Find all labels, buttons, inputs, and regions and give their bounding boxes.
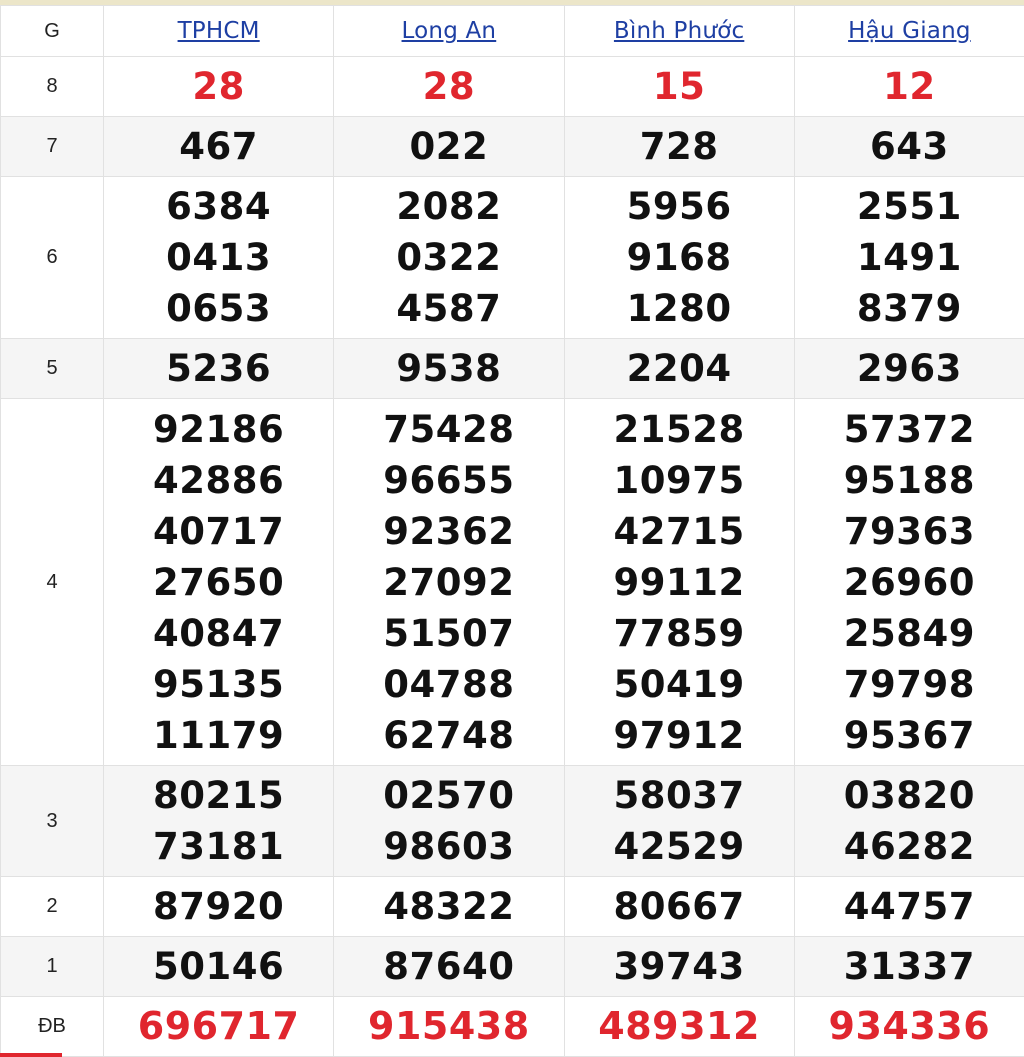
result-cell [794, 937, 1024, 997]
winning-number: 57372 [843, 407, 975, 451]
winning-number: 03820 [843, 774, 975, 817]
prize-column-label: G [44, 19, 60, 42]
bottom-accent-bar [0, 1053, 62, 1057]
prize-row [1, 766, 1024, 877]
result-cell [794, 766, 1024, 877]
winning-number: 87640 [383, 945, 515, 988]
winning-number: 04788 [383, 662, 515, 706]
result-cell [564, 877, 794, 937]
winning-number: 2551 [856, 185, 962, 228]
winning-number: 696717 [137, 1004, 300, 1048]
number-list [565, 941, 794, 992]
result-cell [794, 117, 1024, 177]
winning-number: 0413 [166, 236, 272, 279]
winning-number: 99112 [613, 560, 745, 604]
winning-number: 5236 [166, 347, 272, 390]
result-cell [564, 997, 794, 1057]
winning-number: 728 [639, 125, 719, 168]
number-list [104, 121, 333, 172]
winning-number: 1280 [626, 287, 732, 330]
winning-number: 95188 [843, 458, 975, 502]
result-cell [794, 997, 1024, 1057]
winning-number: 75428 [383, 407, 515, 451]
number-list [104, 181, 333, 334]
winning-number: 2204 [626, 347, 732, 390]
winning-number: 28 [192, 65, 245, 108]
winning-number: 39743 [613, 945, 745, 988]
winning-number: 2082 [396, 185, 502, 228]
number-list [565, 181, 794, 334]
prize-row [1, 117, 1024, 177]
number-list [565, 404, 794, 761]
winning-number: 62748 [383, 713, 515, 757]
winning-number: 77859 [613, 611, 745, 655]
province-header-binh-phuoc [564, 6, 794, 57]
number-list [565, 881, 794, 932]
number-list [104, 770, 333, 872]
winning-number: 92186 [153, 407, 285, 451]
winning-number: 2963 [856, 347, 962, 390]
number-list [565, 1001, 794, 1052]
result-cell [104, 177, 334, 339]
winning-number: 58037 [613, 774, 745, 817]
province-link-tphcm[interactable]: TPHCM [177, 18, 260, 44]
result-cell [104, 117, 334, 177]
number-list [334, 404, 563, 761]
number-list [795, 881, 1024, 932]
winning-number: 95367 [843, 713, 975, 757]
number-list [795, 770, 1024, 872]
result-cell [334, 877, 564, 937]
prize-label: 6 [46, 246, 58, 268]
number-list [104, 404, 333, 761]
winning-number: 96655 [383, 458, 515, 502]
result-cell [794, 57, 1024, 117]
winning-number: 11179 [153, 713, 285, 757]
winning-number: 97912 [613, 713, 745, 757]
winning-number: 27650 [153, 560, 285, 604]
province-link-long-an[interactable]: Long An [401, 18, 497, 44]
winning-number: 9168 [626, 236, 732, 279]
number-list [334, 941, 563, 992]
prize-row [1, 997, 1024, 1057]
result-cell [334, 766, 564, 877]
prize-label: 2 [46, 895, 58, 917]
result-cell [564, 57, 794, 117]
result-cell [104, 766, 334, 877]
winning-number: 4587 [396, 287, 502, 330]
prize-label: 8 [46, 75, 58, 97]
result-cell [564, 177, 794, 339]
winning-number: 12 [883, 65, 936, 108]
prize-label-cell [1, 877, 104, 937]
number-list [795, 343, 1024, 394]
number-list [795, 61, 1024, 112]
prize-row [1, 339, 1024, 399]
number-list [334, 61, 563, 112]
winning-number: 0322 [396, 236, 502, 279]
prize-row [1, 399, 1024, 766]
province-link-hau-giang[interactable]: Hậu Giang [848, 18, 971, 44]
number-list [565, 61, 794, 112]
winning-number: 6384 [166, 185, 272, 228]
prize-label-cell [1, 339, 104, 399]
winning-number: 15 [652, 65, 706, 108]
province-header-tphcm [104, 6, 334, 57]
winning-number: 0653 [166, 287, 272, 330]
winning-number: 42886 [153, 458, 285, 502]
province-header-long-an [334, 6, 564, 57]
winning-number: 73181 [153, 825, 285, 868]
winning-number: 95135 [153, 662, 285, 706]
prize-label: ĐB [38, 1015, 66, 1037]
winning-number: 50146 [153, 945, 285, 988]
number-list [334, 1001, 563, 1052]
winning-number: 87920 [153, 885, 285, 928]
winning-number: 643 [870, 125, 949, 168]
prize-label-cell [1, 766, 104, 877]
result-cell [564, 399, 794, 766]
number-list [104, 1001, 333, 1052]
prize-column-header [1, 6, 104, 57]
winning-number: 98603 [383, 825, 515, 868]
prize-label: 5 [46, 357, 58, 379]
winning-number: 27092 [383, 560, 515, 604]
result-cell [564, 339, 794, 399]
winning-number: 42715 [613, 509, 745, 553]
number-list [795, 1001, 1024, 1052]
header-row [1, 6, 1024, 57]
winning-number: 79363 [843, 509, 975, 553]
prize-row [1, 877, 1024, 937]
results-body [1, 57, 1024, 1057]
number-list [334, 881, 563, 932]
number-list [795, 181, 1024, 334]
winning-number: 915438 [368, 1004, 530, 1048]
result-cell [104, 57, 334, 117]
result-cell [564, 937, 794, 997]
result-cell [334, 57, 564, 117]
winning-number: 51507 [383, 611, 515, 655]
prize-row [1, 177, 1024, 339]
number-list [104, 881, 333, 932]
number-list [104, 941, 333, 992]
winning-number: 50419 [613, 662, 745, 706]
winning-number: 40847 [153, 611, 285, 655]
winning-number: 5956 [626, 185, 732, 228]
winning-number: 80667 [613, 885, 745, 928]
prize-row [1, 937, 1024, 997]
result-cell [104, 997, 334, 1057]
prize-label: 4 [46, 570, 58, 593]
prize-label-cell [1, 399, 104, 766]
winning-number: 10975 [613, 458, 745, 502]
number-list [334, 181, 563, 334]
province-link-binh-phuoc[interactable]: Bình Phước [613, 18, 745, 44]
winning-number: 489312 [598, 1004, 760, 1048]
winning-number: 44757 [843, 885, 975, 928]
prize-label-cell [1, 937, 104, 997]
number-list [104, 343, 333, 394]
province-header-hau-giang [794, 6, 1024, 57]
number-list [795, 121, 1024, 172]
winning-number: 022 [409, 125, 489, 168]
winning-number: 79798 [843, 662, 975, 706]
result-cell [794, 399, 1024, 766]
result-cell [334, 997, 564, 1057]
winning-number: 31337 [843, 945, 975, 988]
winning-number: 26960 [843, 560, 975, 604]
number-list [795, 941, 1024, 992]
result-cell [334, 399, 564, 766]
result-cell [334, 177, 564, 339]
prize-label-cell [1, 997, 104, 1057]
winning-number: 1491 [856, 236, 962, 279]
prize-row [1, 57, 1024, 117]
number-list [565, 343, 794, 394]
winning-number: 42529 [613, 825, 745, 868]
winning-number: 934336 [828, 1004, 991, 1048]
number-list [104, 61, 333, 112]
number-list [795, 404, 1024, 761]
winning-number: 40717 [153, 509, 285, 553]
number-list [565, 121, 794, 172]
lottery-results-table [0, 5, 1024, 1057]
number-list [334, 770, 563, 872]
result-cell [334, 117, 564, 177]
result-cell [794, 339, 1024, 399]
number-list [334, 343, 563, 394]
winning-number: 48322 [383, 885, 515, 928]
result-cell [334, 339, 564, 399]
result-cell [104, 339, 334, 399]
winning-number: 8379 [856, 287, 962, 330]
winning-number: 46282 [843, 825, 975, 868]
winning-number: 25849 [843, 611, 975, 655]
winning-number: 21528 [613, 407, 745, 451]
prize-label: 3 [46, 809, 58, 832]
winning-number: 467 [179, 125, 258, 168]
result-cell [104, 937, 334, 997]
result-cell [564, 117, 794, 177]
winning-number: 9538 [396, 347, 502, 390]
result-cell [794, 177, 1024, 339]
prize-label-cell [1, 57, 104, 117]
prize-label: 7 [46, 135, 58, 157]
winning-number: 02570 [383, 774, 515, 817]
prize-label-cell [1, 117, 104, 177]
winning-number: 28 [422, 65, 476, 108]
prize-label-cell [1, 177, 104, 339]
result-cell [794, 877, 1024, 937]
result-cell [564, 766, 794, 877]
result-cell [334, 937, 564, 997]
winning-number: 92362 [383, 509, 515, 553]
number-list [334, 121, 563, 172]
result-cell [104, 399, 334, 766]
number-list [565, 770, 794, 872]
result-cell [104, 877, 334, 937]
prize-label: 1 [46, 955, 58, 977]
winning-number: 80215 [153, 774, 285, 817]
